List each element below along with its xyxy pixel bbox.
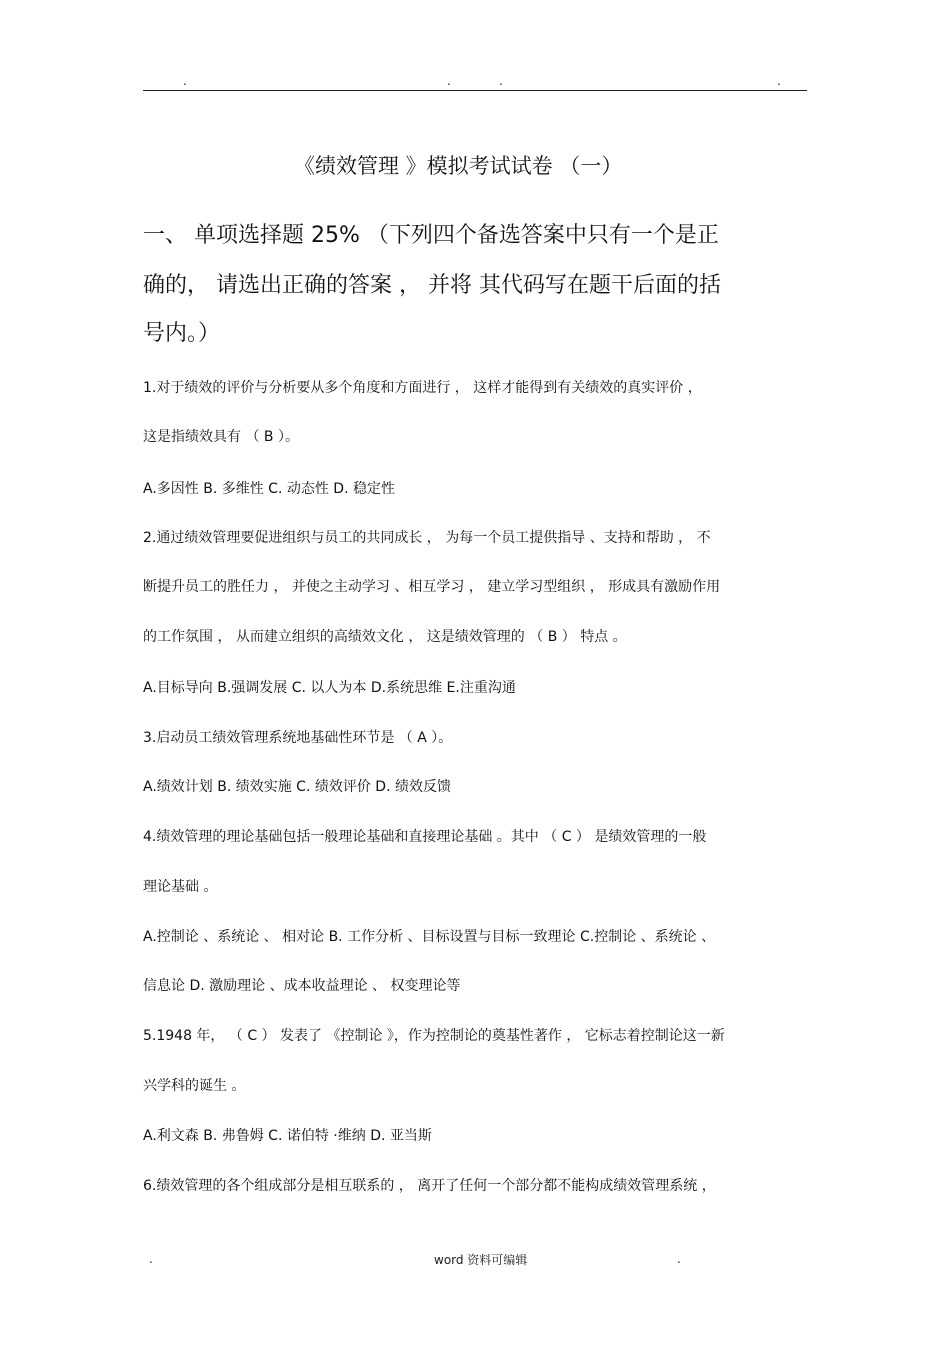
question-2-line-2: 断提升员工的胜任力 ， 并使之主动学习 、相互学习 ， 建立学习型组织 ， 形成具有激励作用 bbox=[143, 579, 721, 595]
header-dot: . bbox=[447, 74, 451, 88]
header-dot: . bbox=[183, 74, 187, 88]
question-4-line-1: 4.绩效管理的理论基础包括一般理论基础和直接理论基础 。其中 （ C ） 是绩效管理的一般 bbox=[143, 829, 707, 845]
question-5-line-2: 兴学科的诞生 。 bbox=[143, 1078, 246, 1094]
footer-text: word 资料可编辑 bbox=[434, 1253, 528, 1267]
question-4-options-cont: 信息论 D. 激励理论 、成本收益理论 、 权变理论等 bbox=[143, 978, 461, 994]
document-title: 《绩效管理 》模拟考试试卷 （一） bbox=[294, 154, 623, 178]
question-2-line-3: 的工作氛围 ， 从而建立组织的高绩效文化 ， 这是绩效管理的 （ B ） 特点 。 bbox=[143, 629, 627, 645]
header-rule bbox=[143, 90, 807, 91]
footer-dot-right: . bbox=[677, 1252, 681, 1266]
question-4-options: A.控制论 、系统论 、 相对论 B. 工作分析 、目标设置与目标一致理论 C.控制论 、系统论 、 bbox=[143, 929, 716, 945]
question-2-line-1: 2.通过绩效管理要促进组织与员工的共同成长 ， 为每一个员工提供指导 、支持和帮助 ， 不 bbox=[143, 530, 711, 546]
question-3-options: A.绩效计划 B. 绩效实施 C. 绩效评价 D. 绩效反馈 bbox=[143, 779, 451, 795]
question-6-line-1: 6.绩效管理的各个组成部分是相互联系的 ， 离开了任何一个部分都不能构成绩效管理系统 ， bbox=[143, 1178, 716, 1194]
header-dot: . bbox=[777, 74, 781, 88]
section-heading-line-1: 一、 单项选择题 25% （下列四个备选答案中只有一个是正 bbox=[143, 223, 719, 248]
question-5-options: A.利文森 B. 弗鲁姆 C. 诺伯特 ·维纳 D. 亚当斯 bbox=[143, 1128, 432, 1144]
section-heading-line-3: 号内。） bbox=[143, 321, 221, 346]
footer-dot-left: . bbox=[149, 1252, 153, 1266]
question-5-line-1: 5.1948 年， （ C ） 发表了 《控制论 》，作为控制论的奠基性著作 ， 它标志着控制论这一新 bbox=[143, 1028, 725, 1044]
question-3-line-1: 3.启动员工绩效管理系统地基础性环节是 （ A ）。 bbox=[143, 730, 453, 746]
header-dot: . bbox=[499, 74, 503, 88]
question-1-line-1: 1.对于绩效的评价与分析要从多个角度和方面进行 ， 这样才能得到有关绩效的真实评价 ， bbox=[143, 380, 702, 396]
question-1-options: A.多因性 B. 多维性 C. 动态性 D. 稳定性 bbox=[143, 481, 395, 497]
section-heading-line-2: 确的， 请选出正确的答案 ， 并将 其代码写在题干后面的括 bbox=[143, 273, 721, 298]
question-1-line-2: 这是指绩效具有 （ B ）。 bbox=[143, 429, 299, 445]
question-2-options: A.目标导向 B.强调发展 C. 以人为本 D.系统思维 E.注重沟通 bbox=[143, 680, 516, 696]
question-4-line-2: 理论基础 。 bbox=[143, 879, 218, 895]
